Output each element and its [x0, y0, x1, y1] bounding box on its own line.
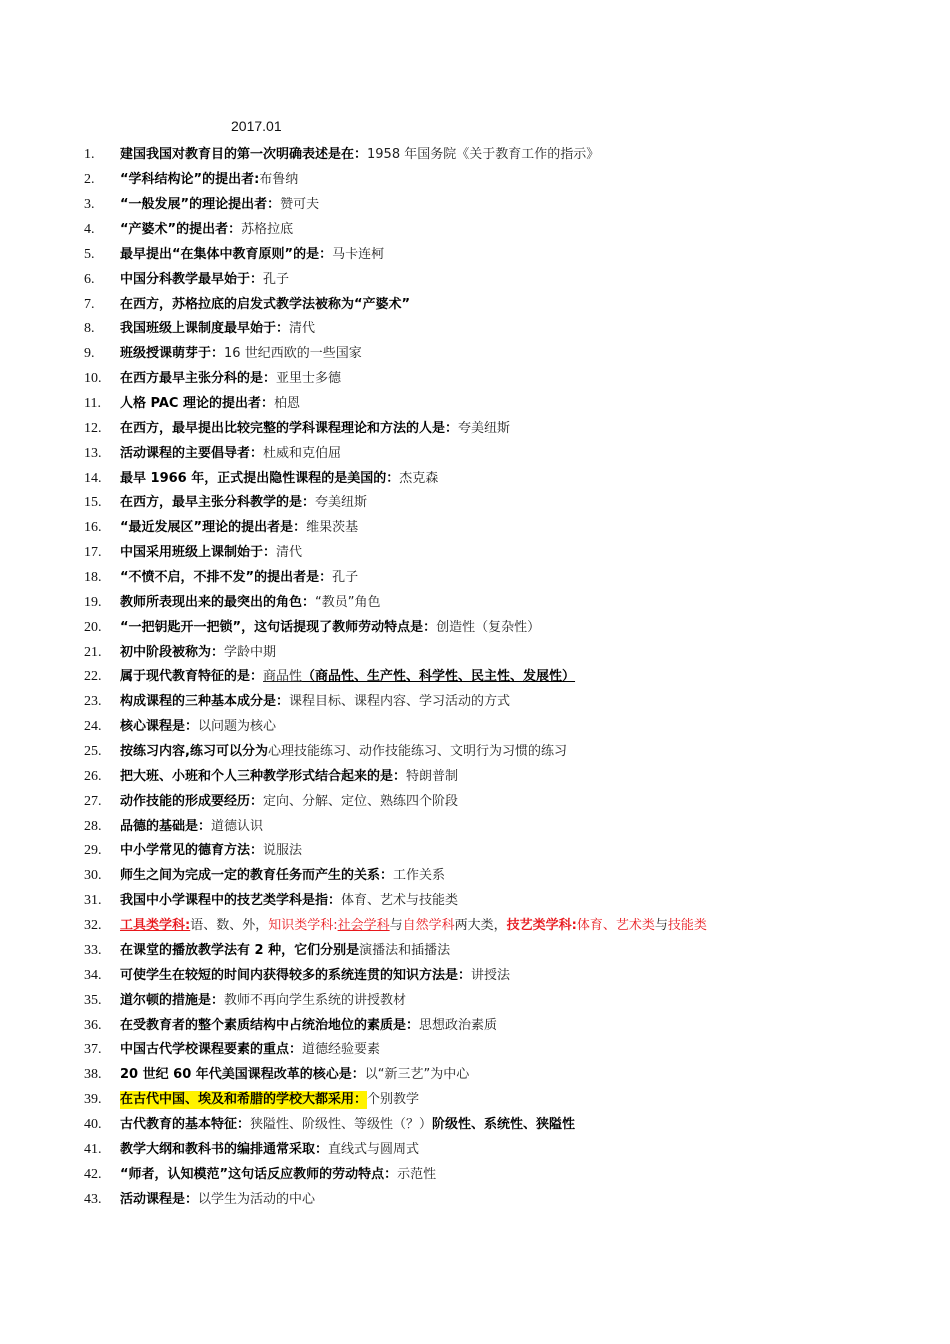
- item-number: 23.: [84, 694, 102, 710]
- item-number: 3.: [84, 197, 95, 213]
- item-answer-detail: 阶级性、系统性、狭隘性: [432, 1116, 576, 1132]
- item-answer: 体育、艺术与技能类: [341, 893, 459, 909]
- list-item: [84, 715, 904, 740]
- item-answer: 商品性: [263, 669, 303, 685]
- item-question: “师者，认知模范”这句话反应教师的劳动特点：: [120, 1166, 398, 1182]
- list-item: [84, 1013, 904, 1038]
- item-answer: 课程目标、课程内容、学习活动的方式: [289, 694, 511, 710]
- item-question: 古代教育的基本特征：: [120, 1116, 251, 1132]
- list-item: [84, 168, 904, 193]
- item-answer: 杰克森: [399, 470, 439, 486]
- item-answer: 个别教学: [367, 1092, 420, 1108]
- list-item: [84, 193, 904, 218]
- list-item: [84, 516, 904, 541]
- highlighted-question: 在古代中国、埃及和希腊的学校大都采用：: [120, 1092, 368, 1108]
- item-answer: 教师不再向学生系统的讲授教材: [224, 992, 407, 1008]
- item-answer: 以学生为活动的中心: [198, 1191, 316, 1207]
- item-question: 中国分科教学最早始于：: [120, 271, 264, 287]
- list-item: [84, 218, 904, 243]
- item-segment: 技艺类学科:: [506, 918, 577, 934]
- item-question: 我国班级上课制度最早始于：: [120, 321, 290, 337]
- item-segment: 与: [654, 918, 668, 934]
- item-answer: 孔子: [332, 570, 359, 586]
- list-item: [84, 789, 904, 814]
- item-segment: 两大类，: [454, 918, 507, 934]
- item-question: 在课堂的播放教学法有 2 种，它们分别是: [120, 942, 360, 958]
- item-number: 9.: [84, 346, 95, 362]
- item-question: “学科结构论”的提出者:: [120, 172, 260, 188]
- item-question: 构成课程的三种基本成分是：: [120, 694, 290, 710]
- item-question: 在受教育者的整个素质结构中占统治地位的素质是：: [120, 1017, 420, 1033]
- item-question: 建国我国对教育目的第一次明确表述是在：: [120, 147, 368, 163]
- item-answer: “教员”角色: [315, 594, 381, 610]
- item-question: 教师所表现出来的最突出的角色：: [120, 594, 316, 610]
- list-item: [84, 764, 904, 789]
- item-number: 21.: [84, 644, 102, 660]
- item-question: 属于现代教育特征的是：: [120, 669, 264, 685]
- item-answer: 演播法和插播法: [359, 942, 451, 958]
- item-number: 18.: [84, 570, 102, 586]
- list-item: [84, 466, 904, 491]
- item-answer: 特朗普制: [406, 768, 459, 784]
- item-number: 20.: [84, 619, 102, 635]
- item-question: 中国古代学校课程要素的重点：: [120, 1042, 303, 1058]
- item-number: 41.: [84, 1141, 102, 1157]
- item-number: 2.: [84, 172, 95, 188]
- item-question: 师生之间为完成一定的教育任务而产生的关系：: [120, 868, 394, 884]
- list-item: [84, 317, 904, 342]
- item-number: 13.: [84, 445, 102, 461]
- list-item: [84, 1162, 904, 1187]
- item-number: 6.: [84, 271, 95, 287]
- item-question: 20 世纪 60 年代美国课程改革的核心是：: [120, 1067, 365, 1083]
- item-question: “一般发展”的理论提出者：: [120, 197, 281, 213]
- list-item: [84, 889, 904, 914]
- item-answer: 马卡连柯: [332, 246, 385, 262]
- item-question: 动作技能的形成要经历：: [120, 793, 264, 809]
- list-item: [84, 1137, 904, 1162]
- item-question: “一把钥匙开一把锁”，这句话提现了教师劳动特点是：: [120, 619, 437, 635]
- item-number: 34.: [84, 967, 102, 983]
- item-number: 27.: [84, 793, 102, 809]
- item-question: 最早 1966 年，正式提出隐性课程的是美国的：: [120, 470, 400, 486]
- item-answer: 以问题为核心: [198, 719, 277, 735]
- item-number: 25.: [84, 744, 102, 760]
- item-number: 11.: [84, 396, 101, 412]
- list-item: [84, 441, 904, 466]
- list-item: [84, 367, 904, 392]
- item-question: 在西方，最早提出比较完整的学科课程理论和方法的人是：: [120, 420, 459, 436]
- item-answer: 16 世纪西欧的一些国家: [224, 346, 362, 362]
- item-question: 班级授课萌芽于：: [120, 346, 225, 362]
- item-segment: 工具类学科:: [120, 918, 191, 934]
- item-answer: 定向、分解、定位、熟练四个阶段: [263, 793, 459, 809]
- item-question: “产婆术”的提出者：: [120, 222, 242, 237]
- item-number: 30.: [84, 868, 102, 884]
- item-answer: 学龄中期: [224, 644, 277, 660]
- item-number: 24.: [84, 719, 102, 735]
- item-question: “不愤不启，不排不发”的提出者是：: [120, 570, 333, 586]
- question-list: [84, 143, 904, 1212]
- item-number: 31.: [84, 893, 102, 909]
- list-item: [84, 416, 904, 441]
- list-item: [84, 864, 904, 889]
- item-answer: 心理技能练习、动作技能练习、文明行为习惯的练习: [267, 744, 567, 760]
- item-question: 道尔顿的措施是：: [120, 992, 225, 1008]
- list-item: [84, 740, 904, 765]
- item-question: “最近发展区”理论的提出者是：: [120, 520, 307, 536]
- item-number: 43.: [84, 1191, 102, 1207]
- item-segment: 自然学科: [402, 918, 455, 934]
- item-number: 32.: [84, 918, 102, 934]
- item-answer: 示范性: [397, 1166, 437, 1182]
- item-question: 教学大纲和教科书的编排通常采取：: [120, 1141, 329, 1157]
- list-item: [84, 267, 904, 292]
- item-answer: 赞可夫: [280, 197, 320, 213]
- item-answer-detail: （商品性、生产性、科学性、民主性、发展性）: [302, 669, 576, 685]
- item-number: 4.: [84, 222, 95, 237]
- item-answer: 讲授法: [471, 967, 511, 983]
- list-item: [84, 939, 904, 964]
- item-number: 19.: [84, 594, 102, 610]
- list-item: [84, 541, 904, 566]
- list-item: [84, 988, 904, 1013]
- list-item: [84, 1038, 904, 1063]
- item-number: 14.: [84, 470, 102, 486]
- item-answer: 孔子: [263, 271, 290, 287]
- item-question: 按练习内容,练习可以分为: [120, 744, 268, 760]
- list-item: [84, 839, 904, 864]
- item-answer: 柏恩: [274, 396, 301, 412]
- list-item: [84, 615, 904, 640]
- item-answer: 维果茨基: [306, 520, 359, 536]
- list-item: [84, 342, 904, 367]
- list-item: [84, 1187, 904, 1212]
- item-answer: 狭隘性、阶级性、等级性（？）: [250, 1116, 433, 1132]
- document-date: 2017.01: [231, 118, 282, 134]
- list-item: [84, 566, 904, 591]
- item-number: 7.: [84, 296, 95, 312]
- list-item: [84, 1063, 904, 1088]
- item-segment: 体育、艺术类: [576, 918, 655, 934]
- list-item: [84, 1088, 904, 1113]
- item-question: 品德的基础是：: [120, 818, 212, 834]
- item-answer: 说服法: [263, 843, 303, 859]
- item-answer: 夸美纽斯: [458, 420, 511, 436]
- item-segment: 社会学科: [337, 918, 390, 934]
- item-answer: 苏格拉底: [241, 222, 294, 237]
- item-number: 26.: [84, 768, 102, 784]
- item-answer: 1958 年国务院《关于教育工作的指示》: [367, 147, 600, 163]
- list-item: [84, 640, 904, 665]
- item-answer: 道德经验要素: [302, 1042, 381, 1058]
- list-item: [84, 1113, 904, 1138]
- list-item: [84, 143, 904, 168]
- item-number: 37.: [84, 1042, 102, 1058]
- list-item: [84, 292, 904, 317]
- item-question: 核心课程是：: [120, 719, 199, 735]
- item-number: 16.: [84, 520, 102, 536]
- item-number: 42.: [84, 1166, 102, 1182]
- item-question: 最早提出“在集体中教育原则”的是：: [120, 246, 333, 262]
- item-number: 10.: [84, 371, 102, 387]
- item-number: 40.: [84, 1116, 102, 1132]
- item-number: 17.: [84, 545, 102, 561]
- item-number: 22.: [84, 669, 102, 685]
- list-item: [84, 590, 904, 615]
- item-answer: 直线式与圆周式: [328, 1141, 420, 1157]
- item-segment: 语、数、外，: [190, 918, 269, 934]
- item-question: 把大班、小班和个人三种教学形式结合起来的是：: [120, 768, 407, 784]
- item-number: 36.: [84, 1017, 102, 1033]
- item-question: 在西方，苏格拉底的启发式教学法被称为“产婆术”: [120, 296, 411, 312]
- list-item: [84, 690, 904, 715]
- item-question: 初中阶段被称为：: [120, 644, 225, 660]
- item-question: 中国采用班级上课制始于：: [120, 545, 277, 561]
- item-answer: 布鲁纳: [259, 172, 299, 188]
- item-segment: 与: [389, 918, 403, 934]
- item-number: 5.: [84, 246, 95, 262]
- item-answer: 清代: [276, 545, 303, 561]
- item-question: 在西方最早主张分科的是：: [120, 371, 277, 387]
- item-answer: 夸美纽斯: [315, 495, 368, 511]
- item-answer: 清代: [289, 321, 316, 337]
- list-item: [84, 491, 904, 516]
- item-number: 1.: [84, 147, 95, 163]
- item-answer: 杜威和克伯屈: [263, 445, 342, 461]
- item-number: 12.: [84, 420, 102, 436]
- list-item: [84, 914, 904, 939]
- item-answer: 亚里士多德: [276, 371, 342, 387]
- item-answer: 思想政治素质: [419, 1017, 498, 1033]
- item-question: 中小学常见的德育方法：: [120, 843, 264, 859]
- item-number: 28.: [84, 818, 102, 834]
- item-number: 8.: [84, 321, 95, 337]
- list-item: [84, 814, 904, 839]
- list-item: [84, 242, 904, 267]
- list-item: [84, 963, 904, 988]
- item-segment: 知识类学科:: [268, 918, 338, 934]
- item-number: 35.: [84, 992, 102, 1008]
- item-number: 15.: [84, 495, 102, 511]
- item-answer: 工作关系: [393, 868, 446, 884]
- item-number: 39.: [84, 1092, 102, 1108]
- item-question: 活动课程是：: [120, 1191, 199, 1207]
- item-number: 33.: [84, 942, 102, 958]
- item-question: 人格 PAC 理论的提出者：: [120, 396, 274, 412]
- item-question: 我国中小学课程中的技艺类学科是指：: [120, 893, 342, 909]
- item-question: 在西方，最早主张分科教学的是：: [120, 495, 316, 511]
- item-number: 38.: [84, 1067, 102, 1083]
- item-answer: 道德认识: [211, 818, 264, 834]
- list-item: [84, 665, 904, 690]
- item-answer: 以“新三艺”为中心: [364, 1067, 470, 1083]
- list-item: [84, 392, 904, 417]
- item-answer: 创造性（复杂性）: [436, 619, 541, 635]
- item-question: 可使学生在较短的时间内获得较多的系统连贯的知识方法是：: [120, 967, 472, 983]
- item-question: 活动课程的主要倡导者：: [120, 445, 264, 461]
- item-number: 29.: [84, 843, 102, 859]
- item-segment: 技能类: [667, 918, 707, 934]
